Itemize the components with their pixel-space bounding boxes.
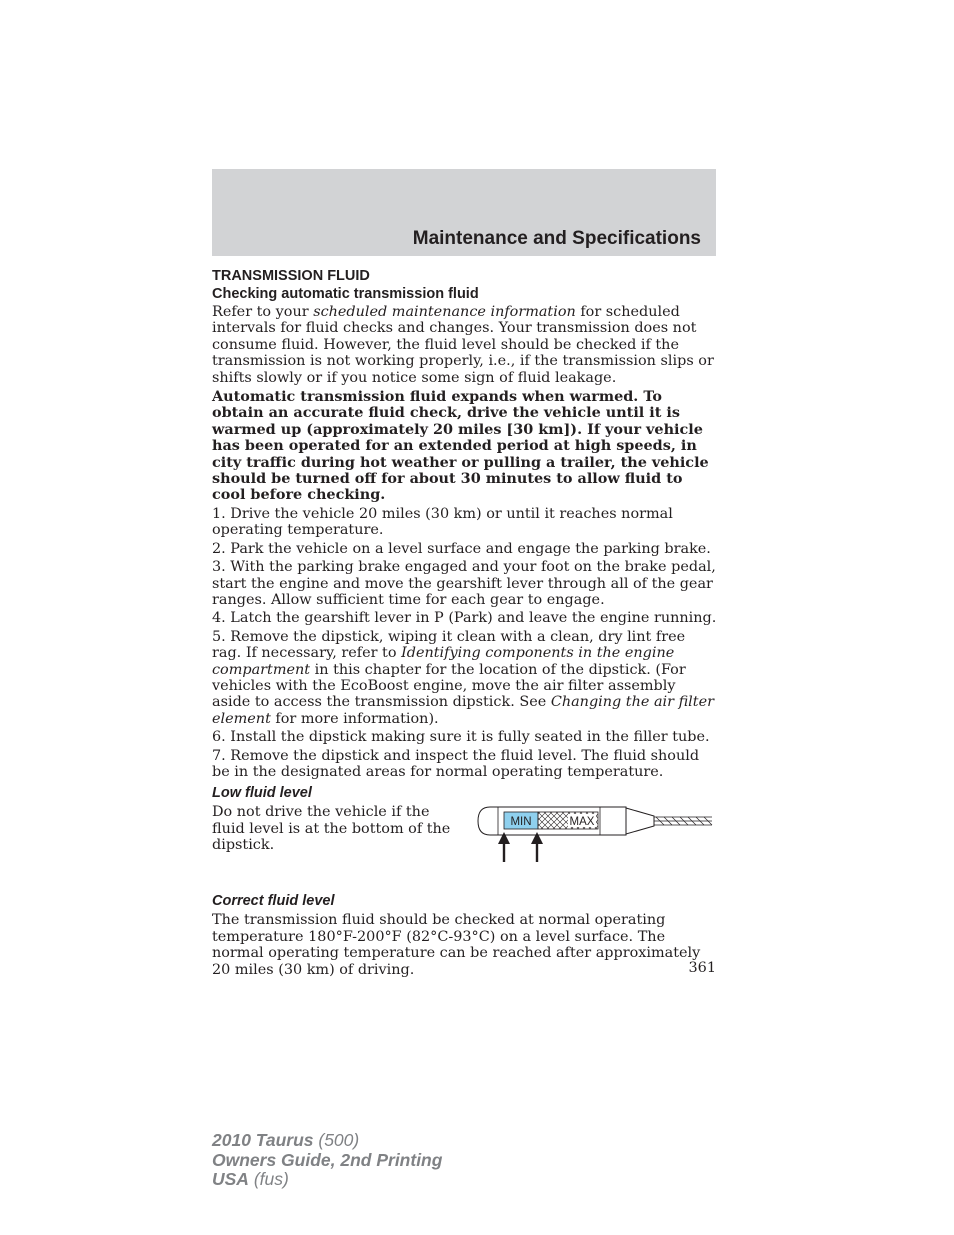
step-4: 4. Latch the gearshift lever in P (Park) and leave the engine running. <box>212 610 717 627</box>
footer-model-code: (500) <box>313 1130 360 1150</box>
intro-reference: scheduled maintenance information <box>313 304 576 320</box>
subsection-title: Checking automatic transmission fluid <box>212 286 479 302</box>
step-3: 3. With the parking brake engaged and your foot on the brake pedal, start the engine and move the gearshift lever through all of the gear ranges. Allow sufficient time for each gear to engage. <box>212 559 716 608</box>
step-5-text-e: for more information). <box>270 710 439 727</box>
low-fluid-text: Do not drive the vehicle if the fluid level is at the bottom of the dipstick. <box>212 804 451 854</box>
correct-fluid-title: Correct fluid level <box>212 893 335 910</box>
step-5-text-a: 5. Remove the dipstick, wiping it clean with a clean, dry lint free rag. If necessary, refer to <box>212 628 686 662</box>
low-fluid-title: Low fluid level <box>212 785 312 802</box>
dipstick-taper <box>626 808 654 834</box>
step-6: 6. Install the dipstick making sure it is fully seated in the filler tube. <box>212 729 710 746</box>
warning-paragraph: Automatic transmission fluid expands when warmed. To obtain an accurate fluid check, drive the vehicle until it is warmed up (approximately 20 miles [30 km]). If your vehicle has been operated for an extended period at high speeds, in city traffic during hot weather or pulling a trailer, the vehicle should be turned off for about 30 minutes to allow fluid to cool before checking. <box>212 388 709 504</box>
footer <box>212 1131 442 1190</box>
low-fluid-section <box>212 804 718 880</box>
step-1: 1. Drive the vehicle 20 miles (30 km) or until it reaches normal operating temperature. <box>212 505 673 539</box>
footer-model: 2010 Taurus <box>212 1130 314 1150</box>
section-title: TRANSMISSION FLUID <box>212 268 370 284</box>
step-5 <box>212 629 718 727</box>
dipstick-illustration <box>476 798 716 864</box>
step-5-text-c: in this chapter for the location of the dipstick. (For vehicles with the EcoBoost engine, move the air filter assembly aside to access the transmission dipstick. See <box>212 661 686 711</box>
page-content <box>212 267 718 978</box>
intro-text-1: Refer to your <box>212 304 314 320</box>
step-2: 2. Park the vehicle on a level surface and engage the parking brake. <box>212 540 711 557</box>
intro-paragraph <box>212 304 718 386</box>
dipstick-max-label: MAX <box>569 816 595 829</box>
page-number: 361 <box>688 960 716 976</box>
header-title: Maintenance and Specifications <box>412 228 701 249</box>
footer-market-code: (fus) <box>248 1169 289 1189</box>
step-7: 7. Remove the dipstick and inspect the fluid level. The fluid should be in the designated areas for normal operating temperature. <box>212 747 700 780</box>
correct-fluid-text: The transmission fluid should be checked at normal operating temperature 180°F-200°F (82°C-93°C) on a level surface. The normal operating temperature can be reached after approximately 20 miles (30 km) of driving. <box>212 912 701 978</box>
footer-market: USA <box>212 1169 249 1189</box>
footer-line-2 <box>212 1151 442 1171</box>
level-arrows <box>498 832 543 862</box>
footer-line-3 <box>212 1170 442 1190</box>
footer-line-1 <box>212 1131 442 1151</box>
dipstick-cable <box>654 817 712 825</box>
dipstick-min-label: MIN <box>510 816 532 829</box>
step-5-reference-2: Changing the air filter element <box>212 694 714 727</box>
header-band <box>212 169 716 256</box>
footer-edition: Owners Guide, 2nd Printing <box>212 1149 443 1170</box>
intro-text-2: for scheduled intervals for fluid checks and changes. Your transmission does not consume fluid. However, the fluid level should be checked if the transmission is not working properly, i.e., if the transmission slips or shifts slowly or if you notice some sign of fluid leakage. <box>212 304 714 386</box>
step-5-reference-1: Identifying components in the engine compartment <box>212 645 675 678</box>
